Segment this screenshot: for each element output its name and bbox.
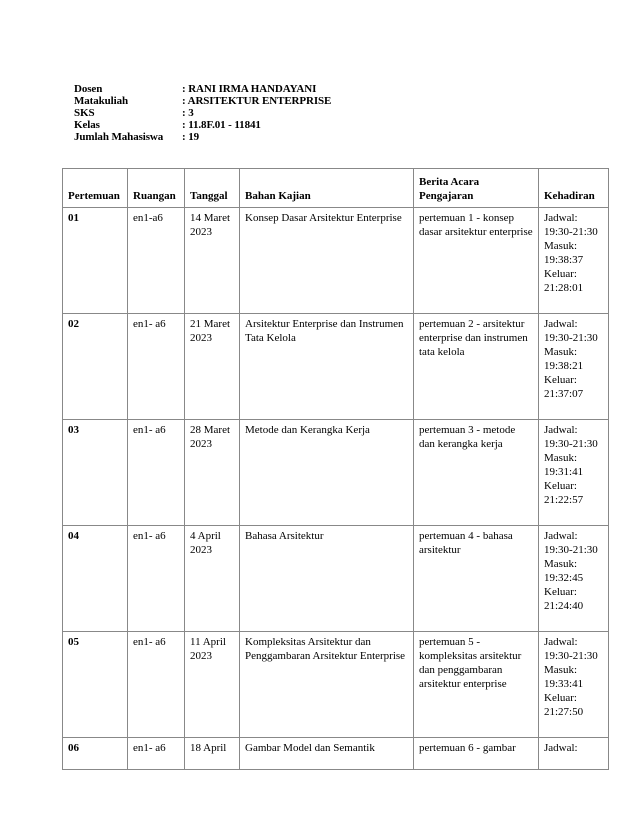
kehadiran-cell (539, 420, 609, 526)
ruangan-cell: en1- a6 (128, 420, 185, 526)
matakuliah-row (74, 95, 331, 107)
bahan-kajian-cell: Metode dan Kerangka Kerja (240, 420, 414, 526)
jadwal-text: Jadwal: 19:30-21:30 (544, 530, 598, 556)
masuk-text: Masuk: 19:33:41 (544, 664, 584, 690)
jadwal-text: Jadwal: (544, 742, 578, 754)
kehadiran-cell (539, 314, 609, 420)
tanggal-cell: 4 April 2023 (185, 526, 240, 632)
kehadiran-cell (539, 738, 609, 770)
pertemuan-cell: 01 (63, 208, 128, 314)
pertemuan-cell: 06 (63, 738, 128, 770)
masuk-text: Masuk: 19:31:41 (544, 452, 584, 478)
tanggal-cell: 18 April (185, 738, 240, 770)
pertemuan-cell: 04 (63, 526, 128, 632)
column-header-tanggal: Tanggal (185, 169, 240, 208)
jadwal-text: Jadwal: 19:30-21:30 (544, 212, 598, 238)
dosen-value: : RANI IRMA HANDAYANI (182, 83, 317, 95)
table-row (63, 526, 609, 632)
table-row (63, 208, 609, 314)
dosen-label: Dosen (74, 83, 103, 95)
kelas-value: : 11.8F.01 - 11841 (182, 119, 261, 131)
sks-value: : 3 (182, 107, 194, 119)
masuk-text: Masuk: 19:38:21 (544, 346, 584, 372)
keluar-text: Keluar: 21:24:40 (544, 586, 584, 612)
bahan-kajian-cell: Arsitektur Enterprise dan Instrumen Tata Kelola (240, 314, 414, 420)
jumlah-mahasiswa-row (74, 131, 331, 143)
table-row (63, 314, 609, 420)
masuk-text: Masuk: 19:32:45 (544, 558, 584, 584)
ruangan-cell: en1- a6 (128, 632, 185, 738)
sks-label: SKS (74, 107, 95, 119)
column-header-pertemuan: Pertemuan (63, 169, 128, 208)
keluar-text: Keluar: 21:27:50 (544, 692, 584, 718)
masuk-text: Masuk: 19:38:37 (544, 240, 584, 266)
bahan-kajian-cell: Kompleksitas Arsitektur dan Penggambaran Arsitektur Enterprise (240, 632, 414, 738)
column-header-kehadiran: Kehadiran (539, 169, 609, 208)
column-header-bahan-kajian: Bahan Kajian (240, 169, 414, 208)
berita-acara-cell: pertemuan 6 - gambar (414, 738, 539, 770)
tanggal-cell: 11 April 2023 (185, 632, 240, 738)
dosen-row (74, 83, 331, 95)
bahan-kajian-cell: Konsep Dasar Arsitektur Enterprise (240, 208, 414, 314)
kehadiran-cell (539, 526, 609, 632)
sks-row (74, 107, 331, 119)
keluar-text: Keluar: 21:22:57 (544, 480, 584, 506)
kelas-label: Kelas (74, 119, 100, 131)
keluar-text: Keluar: 21:28:01 (544, 268, 584, 294)
ruangan-cell: en1- a6 (128, 314, 185, 420)
column-header-berita-acara: Berita Acara Pengajaran (414, 169, 539, 208)
attendance-table (62, 168, 609, 770)
bahan-kajian-cell: Bahasa Arsitektur (240, 526, 414, 632)
kehadiran-cell (539, 632, 609, 738)
table-header-row (63, 169, 609, 208)
berita-acara-cell: pertemuan 5 - kompleksitas arsitektur dan penggambaran arsitektur enterprise (414, 632, 539, 738)
berita-acara-cell: pertemuan 1 - konsep dasar arsitektur enterprise (414, 208, 539, 314)
pertemuan-cell: 02 (63, 314, 128, 420)
ruangan-cell: en1- a6 (128, 526, 185, 632)
tanggal-cell: 28 Maret 2023 (185, 420, 240, 526)
table-row (63, 632, 609, 738)
ruangan-cell: en1-a6 (128, 208, 185, 314)
berita-acara-cell: pertemuan 3 - metode dan kerangka kerja (414, 420, 539, 526)
column-header-ruangan: Ruangan (128, 169, 185, 208)
pertemuan-cell: 03 (63, 420, 128, 526)
keluar-text: Keluar: 21:37:07 (544, 374, 584, 400)
tanggal-cell: 14 Maret 2023 (185, 208, 240, 314)
course-info (74, 83, 331, 143)
jumlah-mahasiswa-label: Jumlah Mahasiswa (74, 131, 164, 143)
tanggal-cell: 21 Maret 2023 (185, 314, 240, 420)
jadwal-text: Jadwal: 19:30-21:30 (544, 424, 598, 450)
matakuliah-label: Matakuliah (74, 95, 129, 107)
berita-acara-cell: pertemuan 4 - bahasa arsitektur (414, 526, 539, 632)
jumlah-mahasiswa-value: : 19 (182, 131, 200, 143)
kelas-row (74, 119, 331, 131)
jadwal-text: Jadwal: 19:30-21:30 (544, 636, 598, 662)
matakuliah-value: : ARSITEKTUR ENTERPRISE (182, 95, 332, 107)
berita-acara-cell: pertemuan 2 - arsitektur enterprise dan instrumen tata kelola (414, 314, 539, 420)
kehadiran-cell (539, 208, 609, 314)
jadwal-text: Jadwal: 19:30-21:30 (544, 318, 598, 344)
table-row (63, 738, 609, 770)
ruangan-cell: en1- a6 (128, 738, 185, 770)
pertemuan-cell: 05 (63, 632, 128, 738)
table-row (63, 420, 609, 526)
bahan-kajian-cell: Gambar Model dan Semantik (240, 738, 414, 770)
